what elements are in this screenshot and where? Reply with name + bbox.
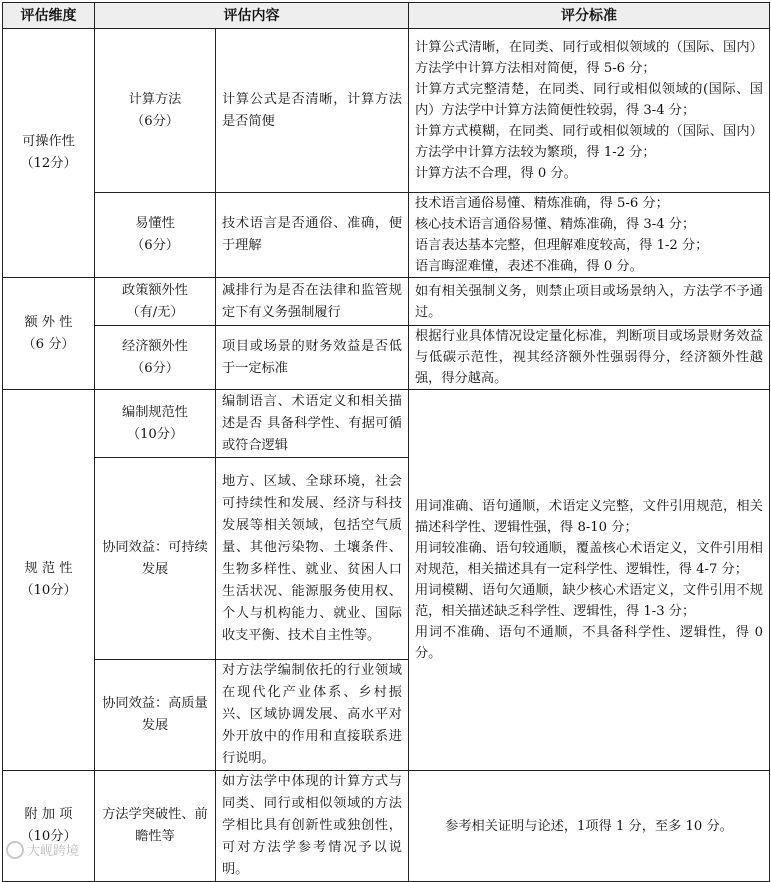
header-standard: 评分标准: [409, 3, 770, 29]
dimension-score: （12分）: [20, 156, 77, 171]
content-cell: 计算公式是否清晰，计算方法是否简便: [216, 29, 409, 193]
standard-line: 语言表达基本完整，但理解难度较高，得 1-2 分；: [415, 238, 709, 253]
item-label: 政策额外性: [122, 282, 188, 298]
standard-cell: [409, 390, 770, 771]
table-row: [3, 390, 770, 458]
item-label: 经济额外性: [122, 338, 188, 354]
item-cell: [95, 458, 216, 660]
watermark-logo-icon: [6, 841, 24, 859]
standard-line: 计算方法不合理，得 0 分。: [415, 166, 577, 181]
standard-cell: [409, 771, 770, 882]
table-row: [3, 193, 770, 278]
item-score: （10分）: [126, 426, 184, 442]
standard-line: 根据行业具体情况设定量化标准，判断项目或场景财务效益与低碳示范性，视其经济额外性强弱得分，经济额外性越强，得分越高。: [415, 329, 763, 386]
header-content: 评估内容: [95, 3, 409, 29]
table-row: [3, 278, 770, 326]
item-label: 协同效益：可持续发展: [102, 539, 208, 577]
standard-line: 核心技术语言通俗易懂、精炼准确，得 3-4 分；: [415, 217, 696, 232]
standard-cell: [409, 29, 770, 193]
item-score: （6分）: [131, 113, 179, 129]
content-cell: 项目或场景的财务效益是否低于一定标准: [216, 326, 409, 390]
item-label: 计算方法: [128, 91, 182, 107]
watermark-text: 大岘跨境: [27, 843, 80, 859]
standard-line: 用词准确、语句通顺，术语定义完整，文件引用规范，相关描述科学性、逻辑性强，得 8-10 分；: [415, 499, 763, 535]
standard-line: 计算方式模糊，在同类、同行或相似领域的（国际、国内）方法学中计算方法较为繁琐，得 1-2 分；: [415, 124, 763, 160]
header-dimension: 评估维度: [3, 3, 95, 29]
dimension-cell: [3, 29, 95, 278]
item-score: （6分）: [131, 360, 179, 376]
item-cell: [95, 278, 216, 326]
standard-line: 技术语言通俗易懂、精炼准确，得 5-6 分；: [415, 196, 669, 211]
content-cell: 减排行为是否在法律和监管规定下有义务强制履行: [216, 278, 409, 326]
content-cell: 如方法学中体现的计算方式与同类、同行或相似领域的方法学相比具有创新性或独创性，可对方法学参考情况予以说明。: [216, 771, 409, 882]
item-score: （有/无）: [126, 304, 184, 320]
dimension-label: 额 外 性: [24, 314, 73, 330]
watermark: [6, 840, 79, 861]
standard-line: 用词较准确、语句较通顺，覆盖核心术语定义，文件引用相对规范，相关描述具有一定科学性、逻辑性，得 4-7 分；: [415, 541, 763, 577]
table-row: [3, 29, 770, 193]
standard-line: 如有相关强制义务，则禁止项目或场景纳入，方法学不予通过。: [415, 283, 763, 320]
content-cell: 编制语言、术语定义和相关描述是否 具备科学性、有据可循或符合逻辑: [216, 390, 409, 458]
header-row: [3, 3, 770, 29]
standard-line: 计算公式清晰，在同类、同行或相似领域的（国际、国内）方法学中计算方法相对简便，得 5-6 分；: [415, 40, 763, 76]
item-cell: [95, 193, 216, 278]
table-row: [3, 771, 770, 882]
dimension-cell: [3, 278, 95, 390]
dimension-label: 规 范 性: [24, 561, 73, 576]
item-cell: [95, 771, 216, 882]
standard-line: 语言晦涩难懂，表述不准确，得 0 分。: [415, 259, 643, 274]
item-label: 协同效益：高质量发展: [102, 696, 208, 733]
standard-line: 计算方式完整清楚，在同类、同行或相似领域的(国际、国内）方法学中计算方法简便性较弱，得 3-4 分；: [415, 82, 763, 118]
item-cell: [95, 660, 216, 771]
content-cell: 地方、区域、全球环境，社会可持续性和发展、经济与科技发展等相关领域，包括空气质量、其他污染物、土壤条件、生物多样性、就业、贫困人口生活状况、能源服务使用权、个人与机构能力、就业、国际收支平衡、技术自主性等。: [216, 458, 409, 660]
item-cell: [95, 326, 216, 390]
item-label: 易懂性: [135, 216, 175, 231]
item-cell: [95, 390, 216, 458]
item-label: 编制规范性: [122, 404, 188, 420]
item-score: （6分）: [131, 238, 179, 253]
standard-cell: [409, 193, 770, 278]
standard-cell: [409, 278, 770, 326]
standard-line: 用词不准确、语句不通顺，不具备科学性、逻辑性，得 0 分。: [415, 625, 763, 661]
table-row: [3, 326, 770, 390]
evaluation-table: [2, 2, 770, 882]
dimension-cell: [3, 390, 95, 771]
dimension-label: 附 加 项: [24, 807, 73, 822]
dimension-score: （10分）: [20, 829, 77, 844]
item-label: 方法学突破性、前瞻性等: [102, 807, 208, 844]
content-cell: 技术语言是否通俗、准确，便于理解: [216, 193, 409, 278]
dimension-score: （6 分）: [22, 336, 75, 352]
dimension-score: （10分）: [20, 583, 77, 598]
content-cell: 对方法学编制依托的行业领域在现代化产业体系、乡村振兴、区域协调发展、高水平对外开放中的作用和直接联系进行说明。: [216, 660, 409, 771]
standard-line: 用词模糊、语句欠通顺，缺少核心术语定义，文件引用不规范，相关描述缺乏科学性、逻辑性，得 1-3 分；: [415, 583, 763, 619]
dimension-label: 可操作性: [22, 134, 75, 149]
standard-line: 参考相关证明与论述，1项得 1 分，至多 10 分。: [445, 818, 733, 834]
standard-cell: [409, 326, 770, 390]
dimension-cell: [3, 771, 95, 882]
item-cell: [95, 29, 216, 193]
